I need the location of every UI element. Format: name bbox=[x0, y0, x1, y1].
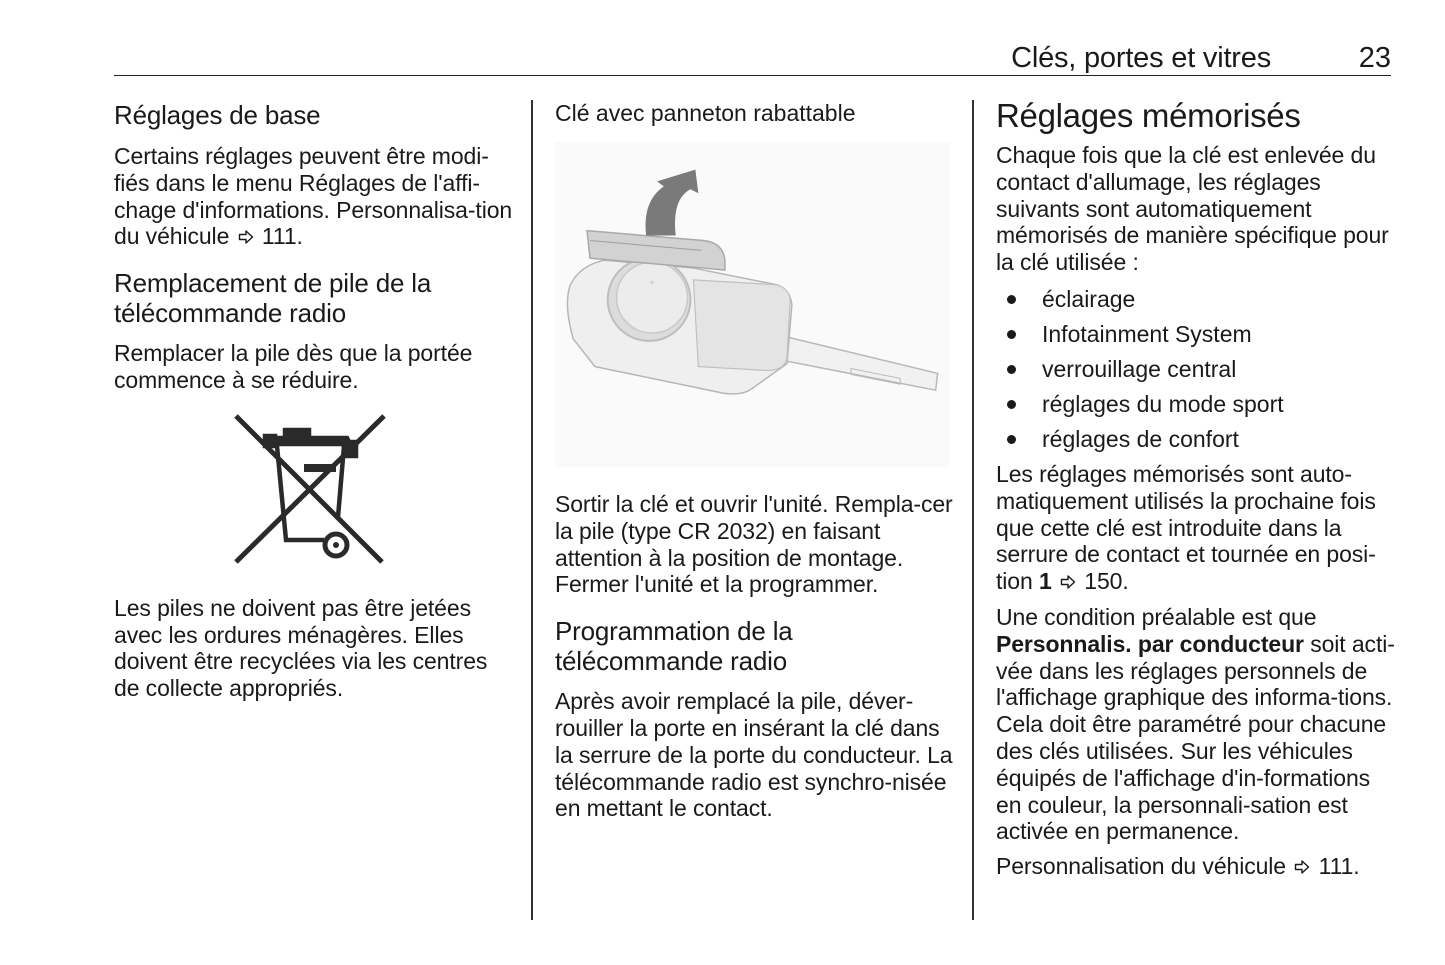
page-number: 23 bbox=[1358, 42, 1391, 74]
svg-text:+: + bbox=[649, 277, 655, 289]
paragraph-personalisation-ref bbox=[996, 853, 1396, 880]
paragraph-text: Certains réglages peuvent être modi-fiés dans le menu Réglages de l'affi-chage d'informations. Personnalisa-tion du véhicule bbox=[114, 143, 513, 250]
paragraph-text: Personnalisation du véhicule bbox=[996, 853, 1287, 880]
heading-battery-replacement: Remplacement de pile de la télécommande radio bbox=[114, 268, 432, 329]
heading-basic-settings: Réglages de base bbox=[114, 100, 321, 130]
crossed-bin-icon bbox=[232, 412, 388, 568]
list-item: Infotainment System bbox=[996, 317, 1396, 352]
paragraph-memorized-intro: Chaque fois que la clé est enlevée du contact d'allumage, les réglages suivants sont automatiquement mémorisés de manière spécifique pour la clé utilisée : bbox=[996, 142, 1389, 276]
column-3 bbox=[996, 96, 1396, 880]
reference-arrow-icon bbox=[1294, 859, 1310, 875]
folding-key-illustration bbox=[555, 142, 950, 467]
list-item: éclairage bbox=[996, 282, 1396, 317]
paragraph-basic-settings bbox=[114, 143, 514, 250]
page-reference-link[interactable]: 111. bbox=[261, 223, 303, 250]
paragraph-text: Les réglages mémorisés sont auto-matiquement utilisés la prochaine fois que cette clé est introduite dans la serrure de contact et tournée en posi-tion bbox=[996, 460, 1376, 595]
page-header bbox=[114, 40, 1391, 76]
column-2 bbox=[555, 96, 955, 822]
paragraph-open-unit: Sortir la clé et ouvrir l'unité. Rempla-cer la pile (type CR 2032) en faisant attention à la position de montage. Fermer l'unité et la programmer. bbox=[555, 491, 953, 598]
heading-remote-programming: Programmation de la télécommande radio bbox=[555, 616, 793, 677]
paragraph-text: Une condition préalable est que bbox=[996, 603, 1317, 630]
reference-arrow-icon bbox=[1060, 574, 1076, 590]
memorized-settings-list bbox=[996, 282, 1396, 457]
page-reference-link[interactable]: 111. bbox=[1318, 853, 1360, 880]
paragraph-remote-programming: Après avoir remplacé la pile, déver-rouiller la porte en insérant la clé dans la serrure de la porte du conducteur. La télécommande radio est synchro-nisée en mettant le contact. bbox=[555, 688, 953, 822]
menu-option-name: Personnalis. par conducteur bbox=[996, 630, 1304, 657]
column-1 bbox=[114, 96, 514, 702]
section-title: Clés, portes et vitres bbox=[1011, 42, 1271, 74]
ignition-position: 1 bbox=[1038, 568, 1052, 595]
heading-memorized-settings: Réglages mémorisés bbox=[996, 97, 1301, 134]
page-reference-link[interactable]: 150. bbox=[1084, 568, 1129, 595]
column-divider bbox=[972, 100, 974, 920]
paragraph-prerequisite bbox=[996, 604, 1396, 845]
list-item: réglages de confort bbox=[996, 422, 1396, 457]
paragraph-auto-use bbox=[996, 461, 1396, 595]
paragraph-battery-disposal: Les piles ne doivent pas être jetées avec les ordures ménagères. Elles doivent être recyclées via les centres de collecte appropriés. bbox=[114, 594, 488, 702]
paragraph-battery-replacement: Remplacer la pile dès que la portée commence à se réduire. bbox=[114, 340, 473, 393]
reference-arrow-icon bbox=[238, 229, 254, 245]
column-divider bbox=[531, 100, 533, 920]
list-item: réglages du mode sport bbox=[996, 387, 1396, 422]
figure-caption: Clé avec panneton rabattable bbox=[555, 100, 856, 126]
list-item: verrouillage central bbox=[996, 352, 1396, 387]
paragraph-text: soit acti-vée dans les réglages personnels de l'affichage graphique des informa-tions. Cela doit être paramétré pour chacune des clés utilisées. Sur les véhicules équipés de l'affichage d'in-formations en couleur, la personnali-sation est activée en permanence. bbox=[996, 630, 1395, 845]
